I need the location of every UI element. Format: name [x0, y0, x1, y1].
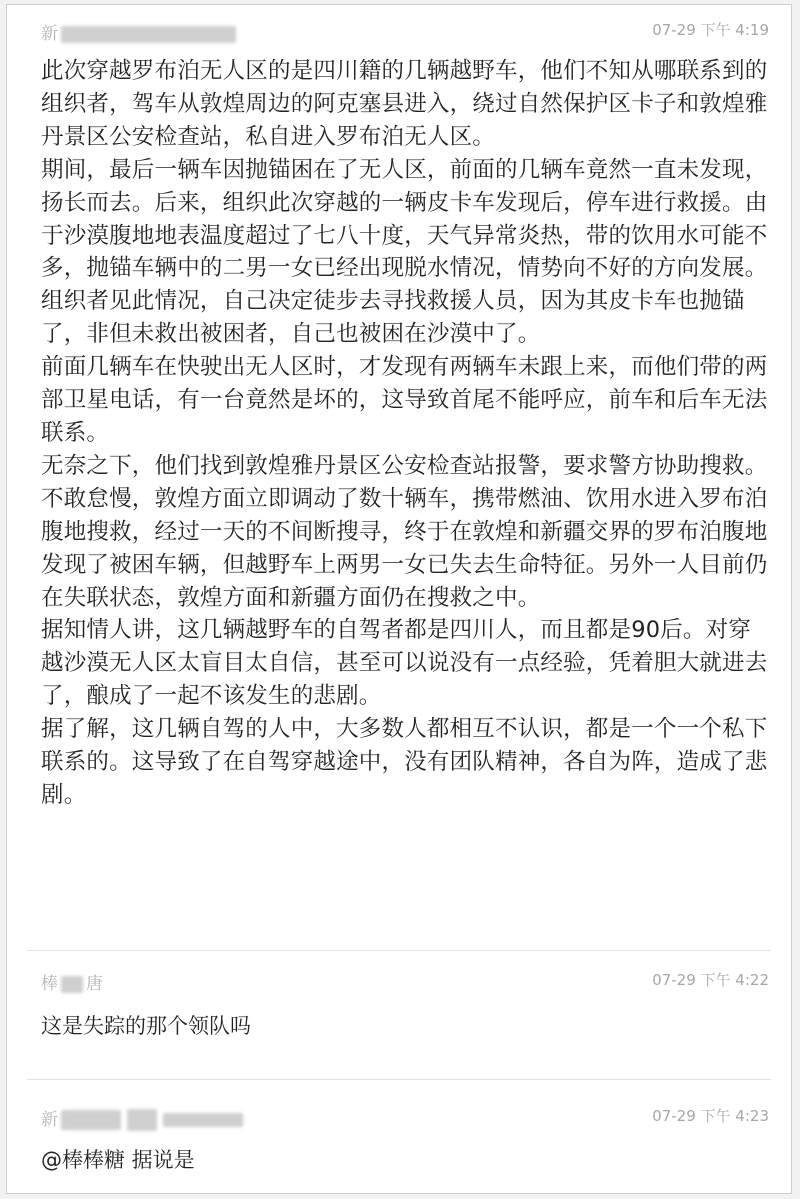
post-paragraph: 不敢怠慢，敦煌方面立即调动了数十辆车，携带燃油、饮用水进入罗布泊腹地搜救，经过一天的不间断搜寻，终于在敦煌和新疆交界的罗布泊腹地发现了被困车辆，但越野车上两男一女已失去生命特征。另外一人目前仍在失联状态，敦煌方面和新疆方面仍在搜救之中。	[41, 485, 768, 611]
post-author[interactable]	[41, 1105, 246, 1131]
divider	[27, 950, 771, 951]
author-name[interactable]: 棒	[41, 974, 58, 994]
post-header	[41, 959, 769, 995]
post-paragraph: 期间，最后一辆车因抛锚困在了无人区，前面的几辆车竟然一直未发现，扬长而去。后来，组织此次穿越的一辆皮卡车发现后，停车进行救援。由于沙漠腹地地表温度超过了七八十度，天气异常炎热，带的饮用水可能不多，抛锚车辆中的二男一女已经出现脱水情况，情势向不好的方向发展。组织者见此情况，自己决定徒步去寻找救援人员，因为其皮卡车也抛锚了，非但未救出被困者，自己也被困在沙漠中了。	[41, 156, 768, 348]
post-author[interactable]	[41, 19, 239, 44]
post-header	[41, 1095, 769, 1131]
redacted-username	[61, 26, 236, 43]
post-paragraph: 据知情人讲，这几辆越野车的自驾者都是四川人，而且都是90后。对穿越沙漠无人区太盲目太自信，甚至可以说没有一点经验，凭着胆大就进去了，酿成了一起不该发生的悲剧。	[41, 617, 768, 710]
post-paragraph: 前面几辆车在快驶出无人区时，才发现有两辆车未跟上来，而他们带的两部卫星电话，有一台竟然是坏的，这导致首尾不能呼应，前车和后车无法联系。	[41, 354, 768, 446]
post-paragraph: 此次穿越罗布泊无人区的是四川籍的几辆越野车，他们不知从哪联系到的组织者，驾车从敦煌周边的阿克塞县进入，绕过自然保护区卡子和敦煌雅丹景区公安检查站，私自进入罗布泊无人区。	[41, 58, 768, 150]
comment-thread	[6, 4, 792, 1194]
post-body	[41, 55, 771, 812]
redacted-username	[163, 1113, 243, 1127]
post-timestamp: 07-29 下午 4:19	[652, 21, 769, 39]
author-name[interactable]: 新	[41, 1110, 58, 1130]
redacted-username	[61, 1110, 121, 1130]
post-paragraph: 无奈之下，他们找到敦煌雅丹景区公安检查站报警，要求警方协助搜救。	[41, 452, 768, 479]
divider	[27, 1079, 771, 1080]
redacted-username	[127, 1109, 157, 1131]
post-author[interactable]	[41, 969, 103, 994]
redacted-username	[61, 976, 83, 993]
reply-text: @棒棒糖 据说是	[41, 1148, 195, 1172]
author-name-suffix[interactable]: 唐	[86, 974, 103, 994]
reply-text: 这是失踪的那个领队吗	[41, 1014, 251, 1038]
post-timestamp: 07-29 下午 4:22	[652, 971, 769, 989]
reply-post	[7, 959, 791, 1069]
post-timestamp: 07-29 下午 4:23	[652, 1107, 769, 1125]
reply-post	[7, 1095, 791, 1194]
post-main	[7, 9, 791, 939]
author-name[interactable]: 新	[41, 24, 58, 44]
post-paragraph: 据了解，这几辆自驾的人中，大多数人都相互不认识，都是一个一个私下联系的。这导致了在自驾穿越途中，没有团队精神，各自为阵，造成了悲剧。	[41, 716, 768, 808]
post-header	[41, 9, 769, 45]
